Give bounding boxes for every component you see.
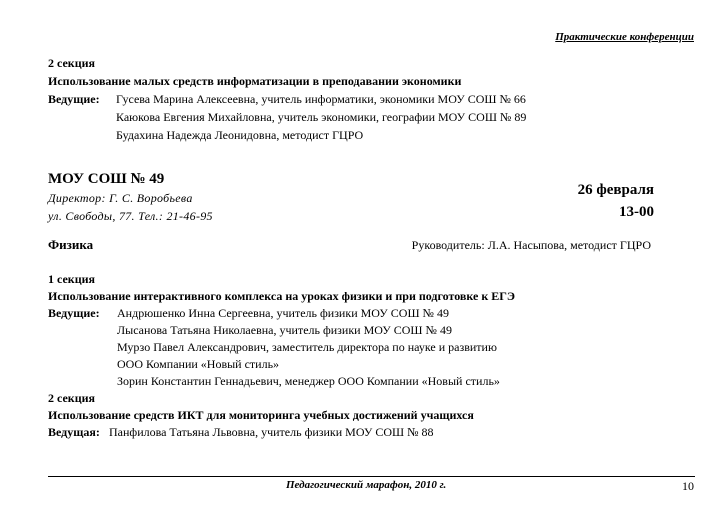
section-label: 2 секция bbox=[48, 56, 96, 70]
subject-head: Руководитель: Л.А. Насыпова, методист ГЦРО bbox=[411, 238, 651, 252]
leads-label: Ведущие: bbox=[48, 92, 100, 106]
event-date: 26 февраля bbox=[577, 182, 654, 198]
school-director: Директор: Г. С. Воробьева bbox=[48, 191, 193, 205]
event-time: 13-00 bbox=[619, 204, 654, 220]
subject-name: Физика bbox=[48, 237, 94, 252]
footer-divider bbox=[48, 476, 695, 477]
lead-item: Мурзо Павел Александрович, заместитель директора по науке и развитию bbox=[117, 340, 497, 354]
lead-item: Панфилова Татьяна Львовна, учитель физики МОУ СОШ № 88 bbox=[109, 425, 434, 439]
section-topic: Использование малых средств информатизации в преподавании экономики bbox=[48, 74, 462, 88]
lead-item: Андрюшенко Инна Сергеевна, учитель физики МОУ СОШ № 49 bbox=[117, 306, 449, 320]
section-topic: Использование интерактивного комплекса на уроках физики и при подготовке к ЕГЭ bbox=[48, 289, 516, 303]
lead-item: Каюкова Евгения Михайловна, учитель экономики, географии МОУ СОШ № 89 bbox=[116, 110, 527, 124]
lead-item: Гусева Марина Алексеевна, учитель информатики, экономики МОУ СОШ № 66 bbox=[116, 92, 526, 106]
page-number: 10 bbox=[682, 479, 694, 493]
section-topic: Использование средств ИКТ для мониторинга учебных достижений учащихся bbox=[48, 408, 474, 422]
section-label: 1 секция bbox=[48, 272, 96, 286]
lead-label: Ведущая: bbox=[48, 425, 100, 439]
page-header-title: Практические конференции bbox=[555, 31, 694, 43]
lead-item: Зорин Константин Геннадьевич, менеджер ООО Компании «Новый стиль» bbox=[117, 374, 500, 388]
school-name: МОУ СОШ № 49 bbox=[48, 171, 165, 187]
section-label: 2 секция bbox=[48, 391, 96, 405]
leads-label: Ведущие: bbox=[48, 306, 100, 320]
lead-item: Будахина Надежда Леонидовна, методист ГЦРО bbox=[116, 128, 364, 142]
footer-title: Педагогический марафон, 2010 г. bbox=[286, 479, 447, 491]
lead-item: Лысанова Татьяна Николаевна, учитель физики МОУ СОШ № 49 bbox=[117, 323, 452, 337]
school-address: ул. Свободы, 77. Тел.: 21-46-95 bbox=[48, 209, 213, 223]
lead-item: ООО Компании «Новый стиль» bbox=[117, 357, 280, 371]
